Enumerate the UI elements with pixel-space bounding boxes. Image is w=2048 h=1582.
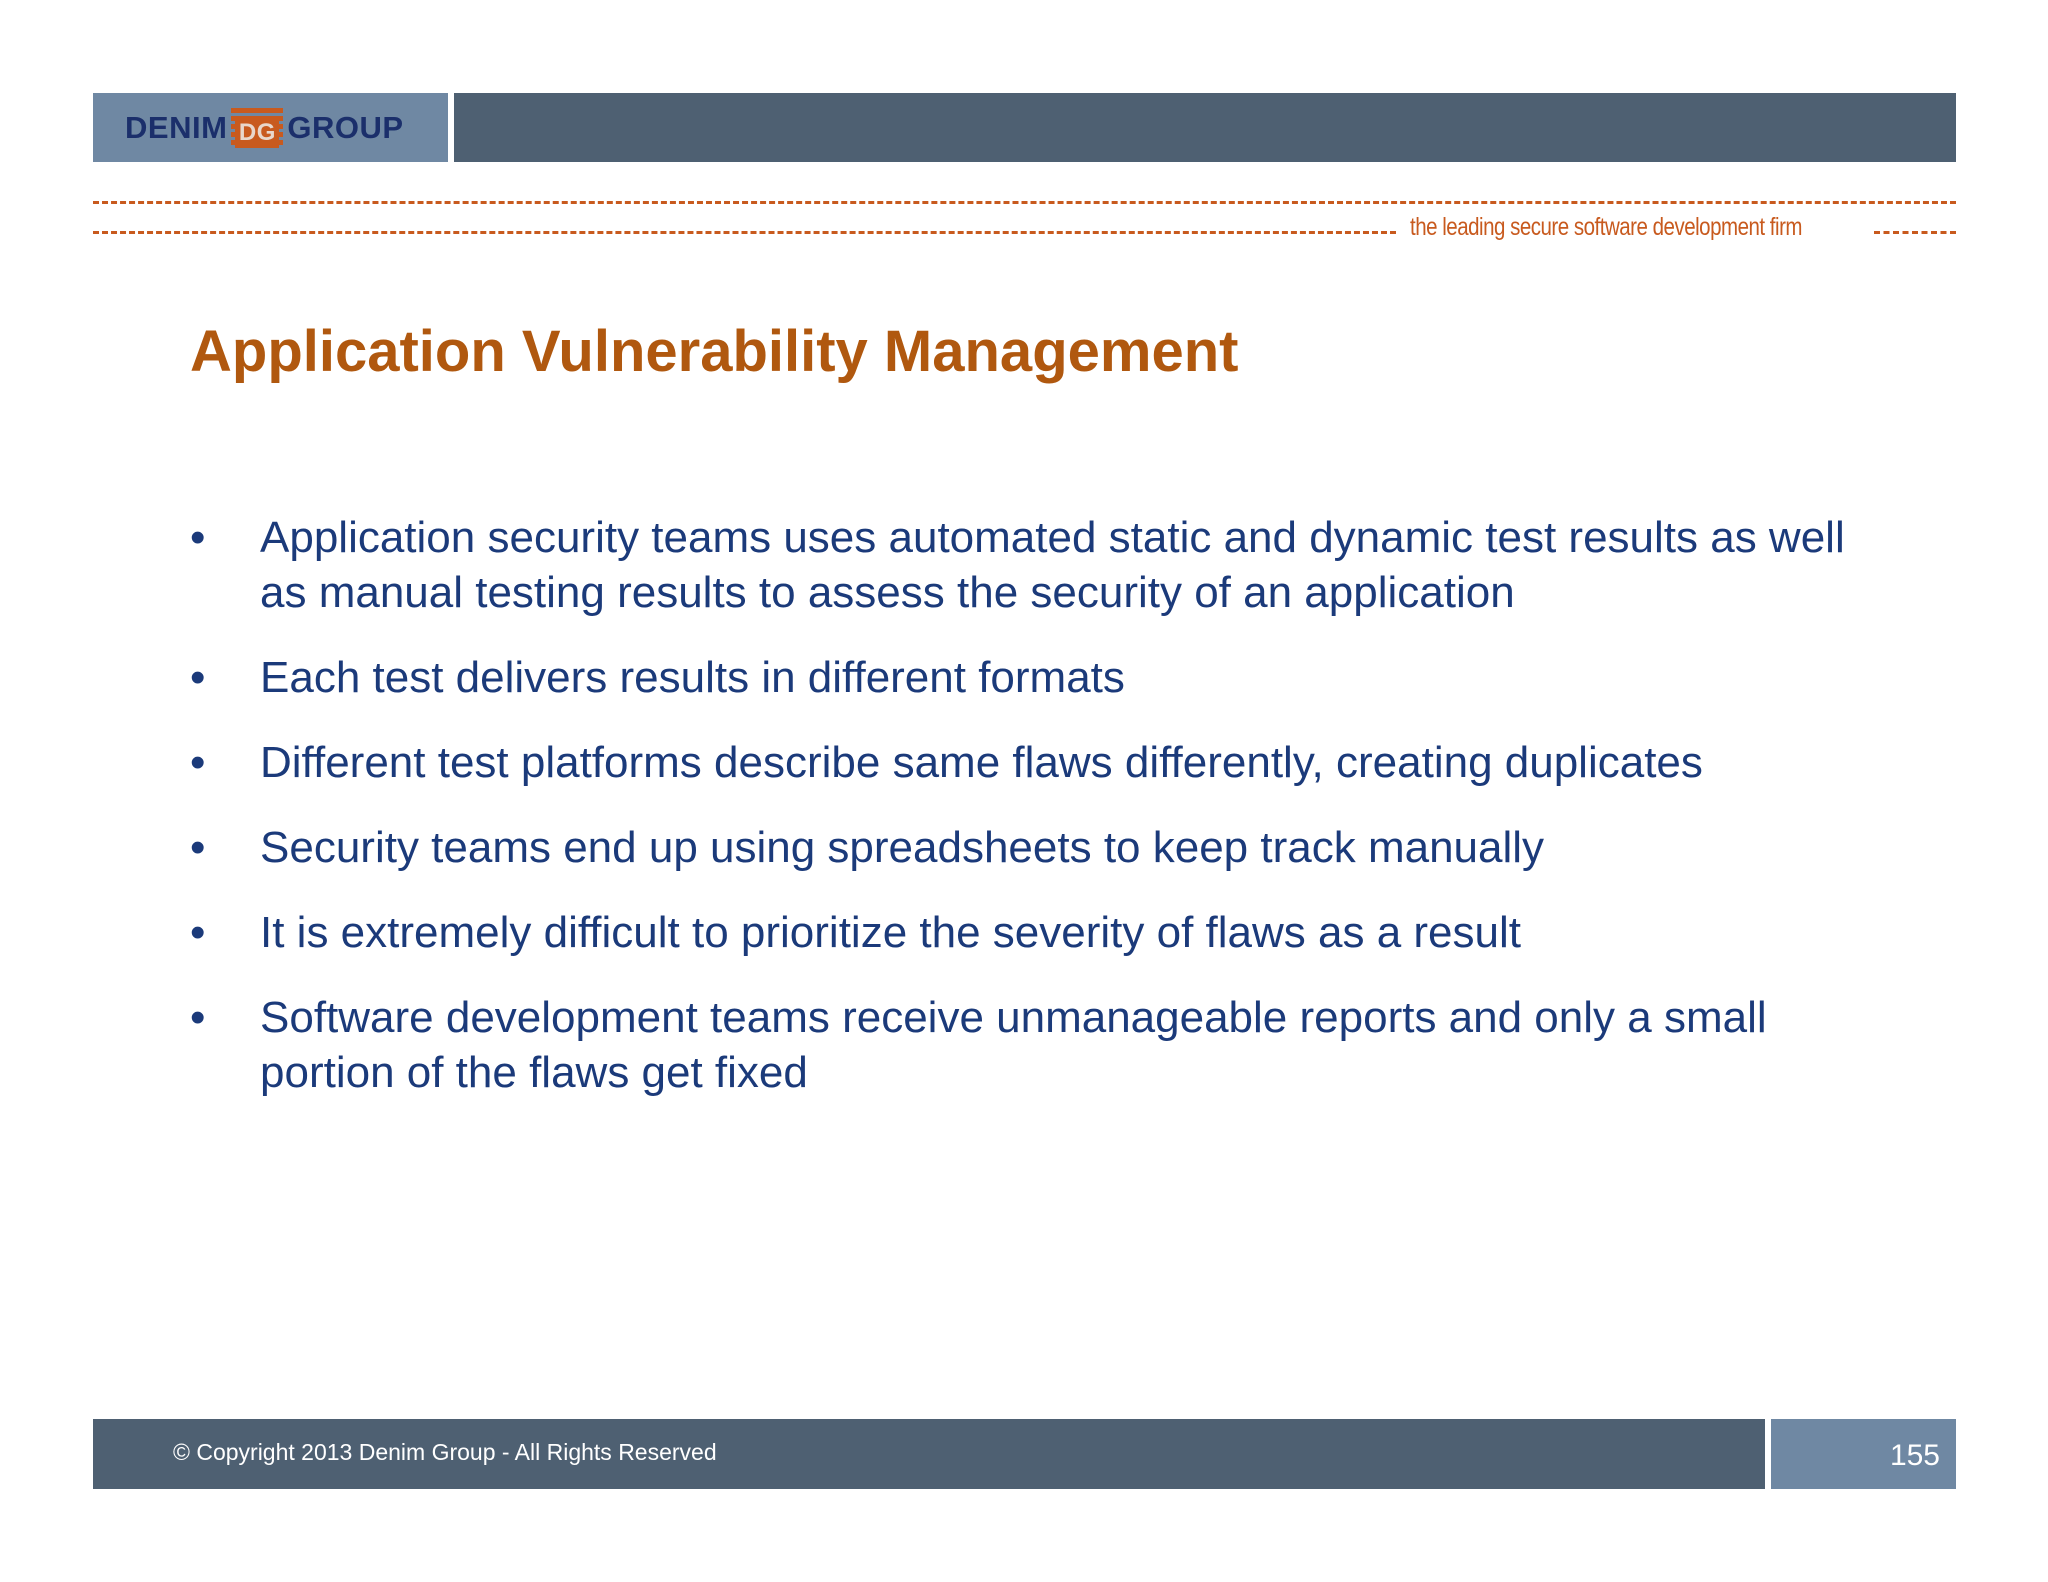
dashed-divider-bottom-right [1874,231,1956,234]
bullet-dot-icon: • [190,993,206,1042]
bullet-text: Security teams end up using spreadsheets to keep track manually [260,823,1545,872]
bullet-item [190,650,1890,705]
bullet-dot-icon: • [190,738,206,787]
logo-mark-text: DG [235,118,279,148]
bullet-item [190,735,1890,790]
company-logo [125,108,404,148]
logo-mark-icon [231,108,283,148]
page-number-box [1771,1419,1956,1489]
tagline: the leading secure software development firm [1410,213,1802,241]
bullet-text: Each test delivers results in different formats [260,653,1125,702]
bullet-item [190,905,1890,960]
bullet-text: Application security teams uses automated static and dynamic test results as well as manual testing results to assess the security of an application [260,513,1845,617]
bullet-text: Different test platforms describe same flaws differently, creating duplicates [260,738,1703,787]
bullet-item [190,510,1890,620]
dashed-divider-bottom-left [93,231,1396,234]
bullet-item [190,990,1890,1100]
bullet-dot-icon: • [190,513,206,562]
bullet-list [190,510,1890,1130]
bullet-text: It is extremely difficult to prioritize the severity of flaws as a result [260,908,1521,957]
bullet-dot-icon: • [190,653,206,702]
logo-word-right: GROUP [287,109,404,145]
logo-word-left: DENIM [125,109,228,145]
header-bar [454,93,1956,162]
page-number: 155 [1889,1439,1940,1472]
slide-title: Application Vulnerability Management [190,319,1239,384]
header-logo-box [93,93,448,162]
bullet-dot-icon: • [190,908,206,957]
footer-bar [93,1419,1765,1489]
bullet-item [190,820,1890,875]
bullet-dot-icon: • [190,823,206,872]
dashed-divider-top [93,201,1956,204]
copyright-notice: © Copyright 2013 Denim Group - All Rights Reserved [173,1439,717,1465]
bullet-text: Software development teams receive unmanageable reports and only a small portion of the flaws get fixed [260,993,1767,1097]
